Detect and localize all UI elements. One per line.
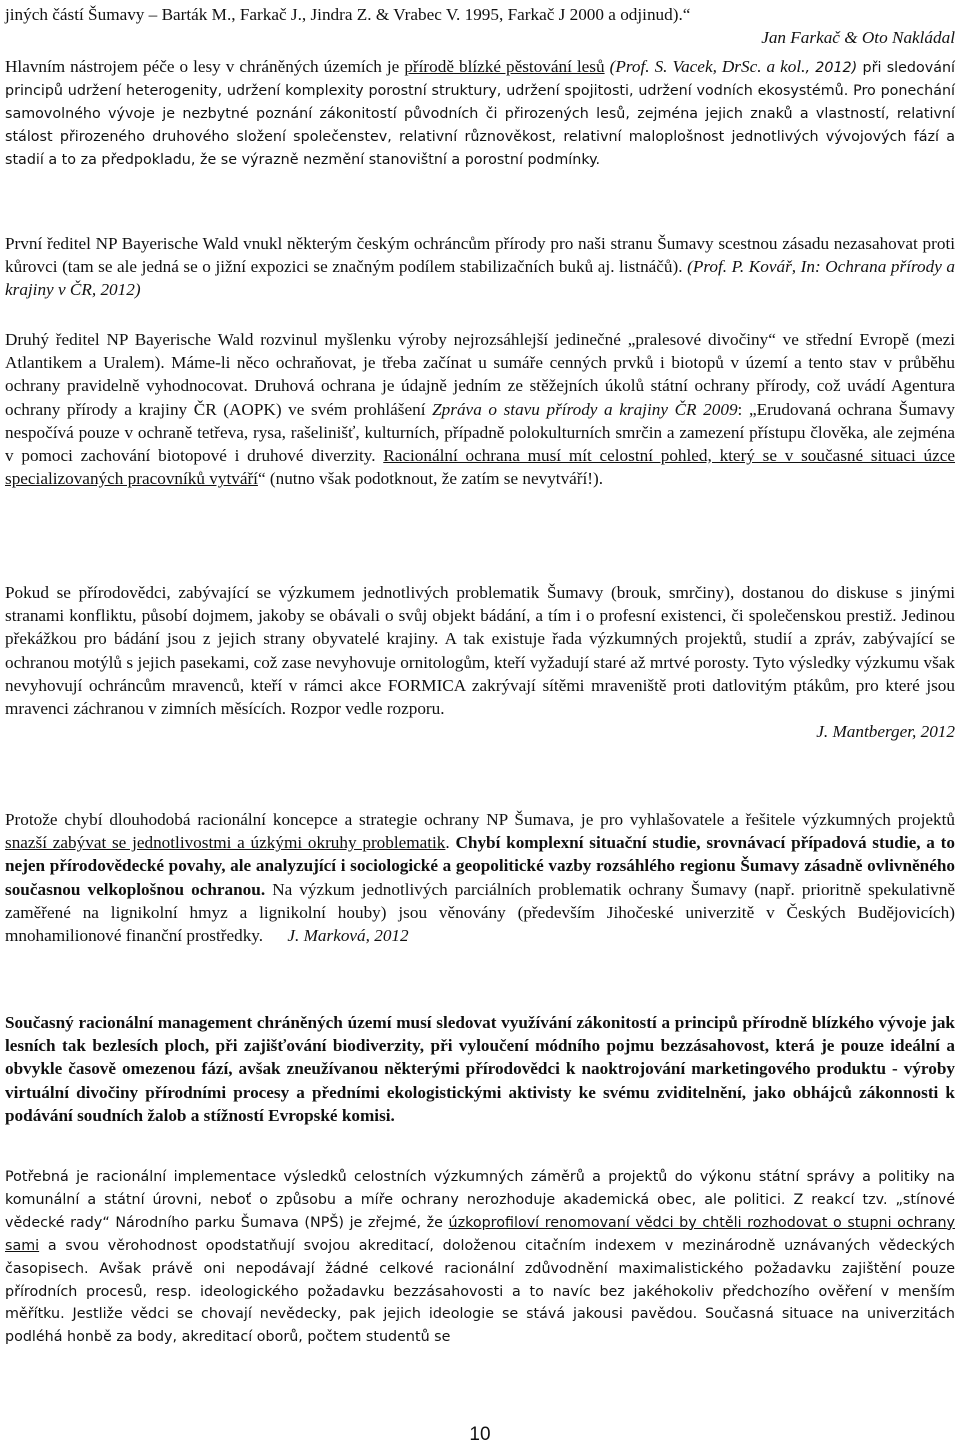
- text: při sledování principů udržení heterogenity, udržení komplexity porostní struktury, udržení spojitosti, udržení vodních ekosystémů.: [5, 60, 956, 99]
- text: : „Erudovaná ochrana Šumavy nespočívá pouze v ochraně tetřeva, rysa, rašelinišť, kulturních, případně polokulturních smrčin a zamezení přístupu člověka, ale zejména v pomoci zachování biotopové i druhové diverzity.: [5, 399, 955, 466]
- citation: J. Mantberger, 2012: [816, 722, 955, 742]
- text: “ (nutno však podotknout, že zatím se nevytváří!).: [257, 469, 604, 489]
- underlined-phrase: Racionální ochrana musí mít celostní pohled, který se v současné situaci úzce specializovaných pracovníků vytváří: [5, 446, 955, 489]
- text: Protože chybí dlouhodobá racionální koncepce a strategie ochrany NP Šumava, je pro vyhlašovatele a řešitele výzkumných projektů: [5, 810, 955, 829]
- underlined-phrase: přírodě blízké pěstování lesů: [404, 57, 605, 76]
- text: Pokud se přírodovědci, zabývající se výzkumem jednotlivých problematik Šumavy (brouk, smrčiny), dostanou do diskuse s jinými stranami konfliktu, působí dojmem, jakoby se obávali o svůj objekt bádání, a tím i o profesní existenci, či společenskou prestiž. Jedinou překážkou pro bádání jsou z jejich strany obyvatelé krajiny. A tak existuje řada výzkumných projektů, studií a zpráv, zabývající se ochranou motýlů s jejich pasekami, což zase nevyhovuje ornitologům, kteří vyžadují staré až mrtvé porosty. Tyto výsledky výzkumu však nevyhovují ochráncům mravenců, kteří v rámci akce FORMICA zakrývají sítěmi mraveniště proti datlovitým ptákům, pro které jsou mravenci záchranou v zimních měsících. Rozpor vedle rozporu.: [5, 583, 955, 719]
- citation-year: , 2012): [805, 60, 863, 76]
- underlined-phrase: úzkoprofiloví renomovaní vědci by chtěli rozhodovat o stupni ochrany sami: [5, 1214, 955, 1254]
- paragraph-forest-care: [5, 55, 955, 172]
- paragraph-implementation: [5, 1166, 955, 1349]
- paragraph-second-director: [5, 328, 955, 490]
- text: Druhý ředitel NP Bayerische Wald rozvinul myšlenku výroby nejrozsáhlejší jedinečné „pralesové divočiny“ ve střední Evropě (mezi Atlantikem a Uralem). Máme-li něco ochraňovat, je třeba začínat u sumáře cenných prvků i biotopů v území a tento stav v průběhu ochrany pravidelně vyhodnocovat. Druhová ochrana je údajně jedním ze stěžejních úkolů státní ochrany přírody, což uvádí Agentura ochrany přírody a krajiny ČR (AOPK) ve svém prohlášení: [5, 330, 955, 419]
- page-number: 10: [469, 1424, 491, 1445]
- text: .: [445, 833, 456, 853]
- text: Na výzkum jednotlivých parciálních problematik ochrany Šumavy (např. prioritně spekulativně zaměřené na lignikolní hmyz a lignikolní houby) jsou věnovány (především Jihočeské univerzitě v Českých Budějovicích) mnohamilionové finanční prostředky.: [5, 879, 955, 946]
- citation: (Prof. S. Vacek, DrSc. a kol.: [604, 57, 806, 76]
- underlined-phrase: snazší zabývat se jednotlivostmi a úzkými okruhy problematik: [5, 833, 446, 853]
- text: První ředitel NP Bayerische Wald vnukl některým českým ochráncům přírody pro naši stranu Šumavy scestnou zásadu nezasahovat proti kůrovci (tam se ale jedná se o jižní expozici se značným podílem stabilizačních buků aj. listnáčů).: [5, 234, 955, 277]
- paragraph-researchers: [5, 581, 955, 743]
- signature: Jan Farkač & Oto Nakládal: [761, 28, 955, 48]
- report-title: Zpráva o stavu přírody a krajiny ČR 2009: [432, 399, 738, 419]
- text: Potřebná je racionální implementace výsledků celostních výzkumných záměrů a projektů do výkonu státní správy a politiky na komunální a státní úrovni, neboť o způsobu a míře ochrany nerozhoduje akademická obec, ale politici. Z reakcí tzv. „stínové vědecké rady“ Národního parku Šumava (NPŠ) je zřejmé, že: [5, 1169, 955, 1231]
- text: a svou věrohodnost opodstatňují svojou akreditací, doloženou citačním indexem v mezinárodně uznávaných vědeckých časopisech. Avšak právě oni nepodávají žádné celkové racionální zdůvodnění maximalistického požadavku zajištění pouze přírodních procesů, resp. ideologického požadavku bezzásahovosti a to navíc bez jakéhokoliv předchozího ověření v menším měřítku. Jestliže vědci se chovají nevědecky, pak jejich ideologie se stává jakousi pavědou. Současná situace na univerzitách podléhá honbě za body, akreditací oborů, počtem studentů se: [5, 1237, 955, 1346]
- paragraph-first-director: [5, 232, 955, 302]
- paragraph-management: [5, 1011, 955, 1127]
- paragraph-concept: [5, 808, 955, 947]
- text: Hlavním nástrojem péče o lesy v chráněných územích je: [5, 57, 405, 76]
- bold-statement: Chybí komplexní situační studie, srovnávací případová studie, a to nejen přírodovědecké povahy, ale analyzující i sociologické a geopolitické vazby rozsáhlého regionu Šumavy zásadně ovlivněného současnou velkoplošnou ochranou.: [5, 833, 955, 899]
- text: Pro ponechání samovolného vývoje je nezbytné poznání zákonitostí původních či přirozených lesů, zejména jejich znaků a vlastností, relativní stálost přirozeného druhového složení společenstev, relativní různověkost, relativní maloplošnost jednotlivých vývojových fází a stadií a to za předpokladu, že se výrazně nezmění stanovištní a porostní podmínky.: [5, 82, 955, 168]
- text-line: jiných částí Šumavy – Barták M., Farkač J., Jindra Z. & Vrabec V. 1995, Farkač J 2000 a odjinud).“: [5, 5, 691, 24]
- citation: (Prof. P. Kovář, In: Ochrana přírody a krajiny v ČR, 2012): [5, 257, 955, 300]
- bold-statement: Současný racionální management chráněných území musí sledovat využívání zákonitostí a principů přírodně blízkého vývoje jak lesních tak bezlesích ploch, při zajišťování biodiverzity, při vyloučení módního pojmu bezzásahovost, která je pouze ideální a obvykle časově omezenou fází, avšak zneužívanou některými přírodovědci k naoktrojování marketingového produktu - výroby virtuální divočiny přírodními procesy a předními ekologistickými aktivisty ke svému zviditelnění, jako obhájců zákonnosti k podávání soudních žalob a stížností Evropské komisi.: [5, 1013, 955, 1125]
- paragraph-intro-quote-end: [5, 3, 955, 49]
- citation: J. Marková, 2012: [287, 926, 409, 946]
